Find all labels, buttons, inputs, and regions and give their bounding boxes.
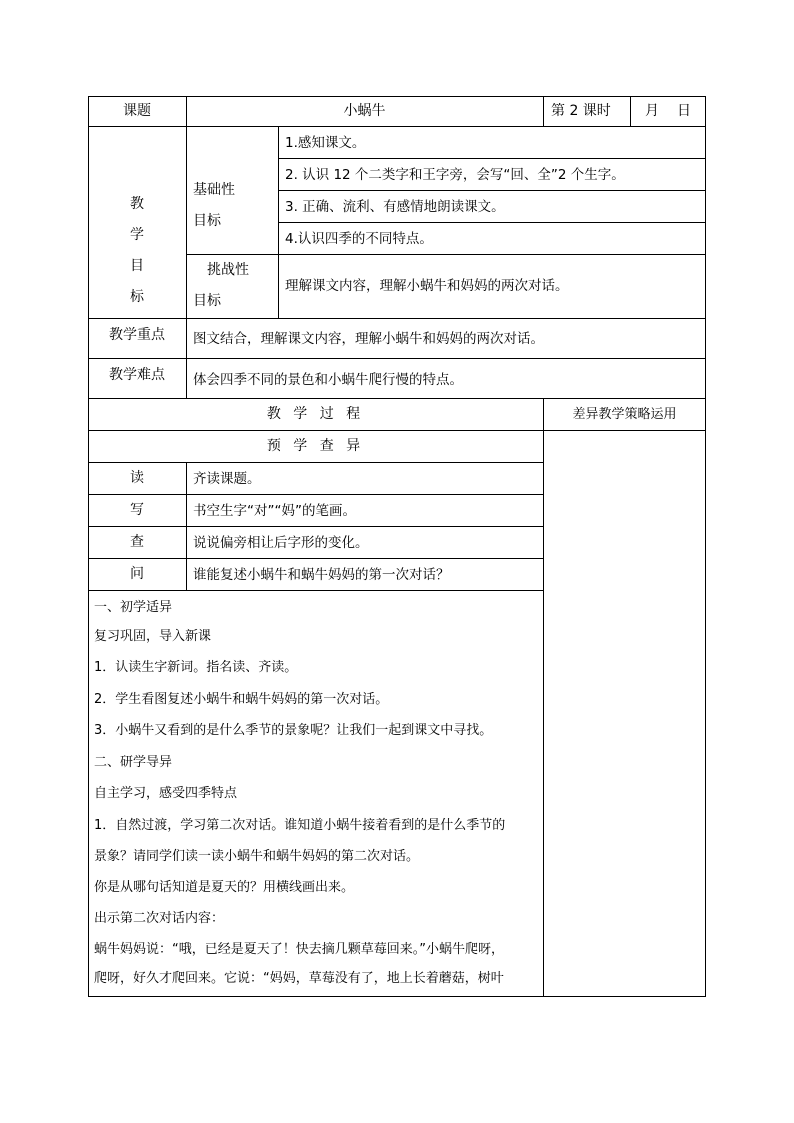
date-day: 日 [677,103,691,119]
body-line: 一、初学适异 [94,600,173,615]
objectives-label-3: 目 [130,258,144,274]
row-divider [88,526,543,527]
date-month: 月 [645,103,659,119]
col-divider [543,398,544,997]
strategy-title: 差异教学策略运用 [572,407,677,422]
objectives-label-2: 学 [130,227,144,243]
body-line: 复习巩固，导入新课 [94,629,212,644]
difficulty-label: 教学难点 [109,367,165,383]
preview-row-text: 书空生字“对”“妈”的笔画。 [193,503,356,519]
preview-row-text: 说说偏旁相让后字形的变化。 [193,535,369,551]
preview-row-text: 谁能复述小蜗牛和蜗牛妈妈的第一次对话？ [193,567,450,583]
topic-label: 课题 [123,103,151,119]
preview-row-label: 写 [130,502,144,518]
basic-goal-label-2: 目标 [193,213,221,229]
topic-value: 小蜗牛 [343,103,386,119]
lesson-number: 第 2 课时 [551,103,611,119]
row-divider [88,398,706,399]
difficulty-text: 体会四季不同的景色和小蜗牛爬行慢的特点。 [193,372,463,388]
col-divider [186,96,187,398]
col-divider [630,96,631,126]
basic-goal-label: 基础性 [193,182,235,198]
key-point-text: 图文结合，理解课文内容，理解小蜗牛和妈妈的两次对话。 [193,331,544,347]
preview-row-text: 齐读课题。 [193,471,261,487]
row-divider [88,318,706,319]
basic-goal-item-1: 1.感知课文。 [285,135,366,151]
preview-title: 预 学 查 异 [266,438,365,454]
row-divider [278,158,706,159]
row-divider [278,190,706,191]
row-divider [88,430,706,431]
body-line: 1．自然过渡，学习第二次对话。谁知道小蜗牛接着看到的是什么季节的 [94,818,506,833]
body-line: 1．认读生字新词。指名读、齐读。 [94,660,298,675]
body-line: 爬呀，好久才爬回来。它说：“妈妈，草莓没有了，地上长着蘑菇，树叶 [94,971,504,986]
challenge-goal-text: 理解课文内容，理解小蜗牛和妈妈的两次对话。 [285,278,569,294]
body-line: 你是从哪句话知道是夏天的？用横线画出来。 [94,880,355,895]
challenge-goal-label: 挑战性 [207,262,249,278]
process-title: 教 学 过 程 [266,406,365,422]
row-divider [88,590,543,591]
basic-goal-item-2: 2. 认识 12 个二类字和王字旁，会写“回、全”2 个生字。 [285,167,625,183]
row-divider [88,126,706,127]
preview-row-label: 问 [130,566,144,582]
basic-goal-item-3: 3. 正确、流利、有感情地朗读课文。 [285,199,505,215]
body-line: 景象？请同学们读一读小蜗牛和蜗牛妈妈的第二次对话。 [94,849,420,864]
body-line: 二、研学导异 [94,755,173,770]
row-divider [88,558,543,559]
col-divider [186,462,187,590]
preview-row-label: 查 [130,534,144,550]
body-line: 3．小蜗牛又看到的是什么季节的景象呢？让我们一起到课文中寻找。 [94,723,493,738]
key-point-label: 教学重点 [109,327,165,343]
body-line: 自主学习，感受四季特点 [94,786,238,801]
row-divider [278,222,706,223]
col-divider [543,96,544,126]
basic-goal-item-4: 4.认识四季的不同特点。 [285,231,433,247]
preview-row-label: 读 [130,470,144,486]
row-divider [88,358,706,359]
body-line: 2．学生看图复述小蜗牛和蜗牛妈妈的第一次对话。 [94,692,389,707]
objectives-label-4: 标 [130,289,144,305]
row-divider [88,462,543,463]
col-divider [278,126,279,318]
body-line: 出示第二次对话内容： [94,911,225,926]
body-line: 蜗牛妈妈说：“哦，已经是夏天了！快去摘几颗草莓回来。”小蜗牛爬呀， [94,942,504,957]
challenge-goal-label-2: 目标 [193,293,221,309]
row-divider [88,494,543,495]
objectives-label-1: 教 [130,196,144,212]
row-divider [186,254,706,255]
